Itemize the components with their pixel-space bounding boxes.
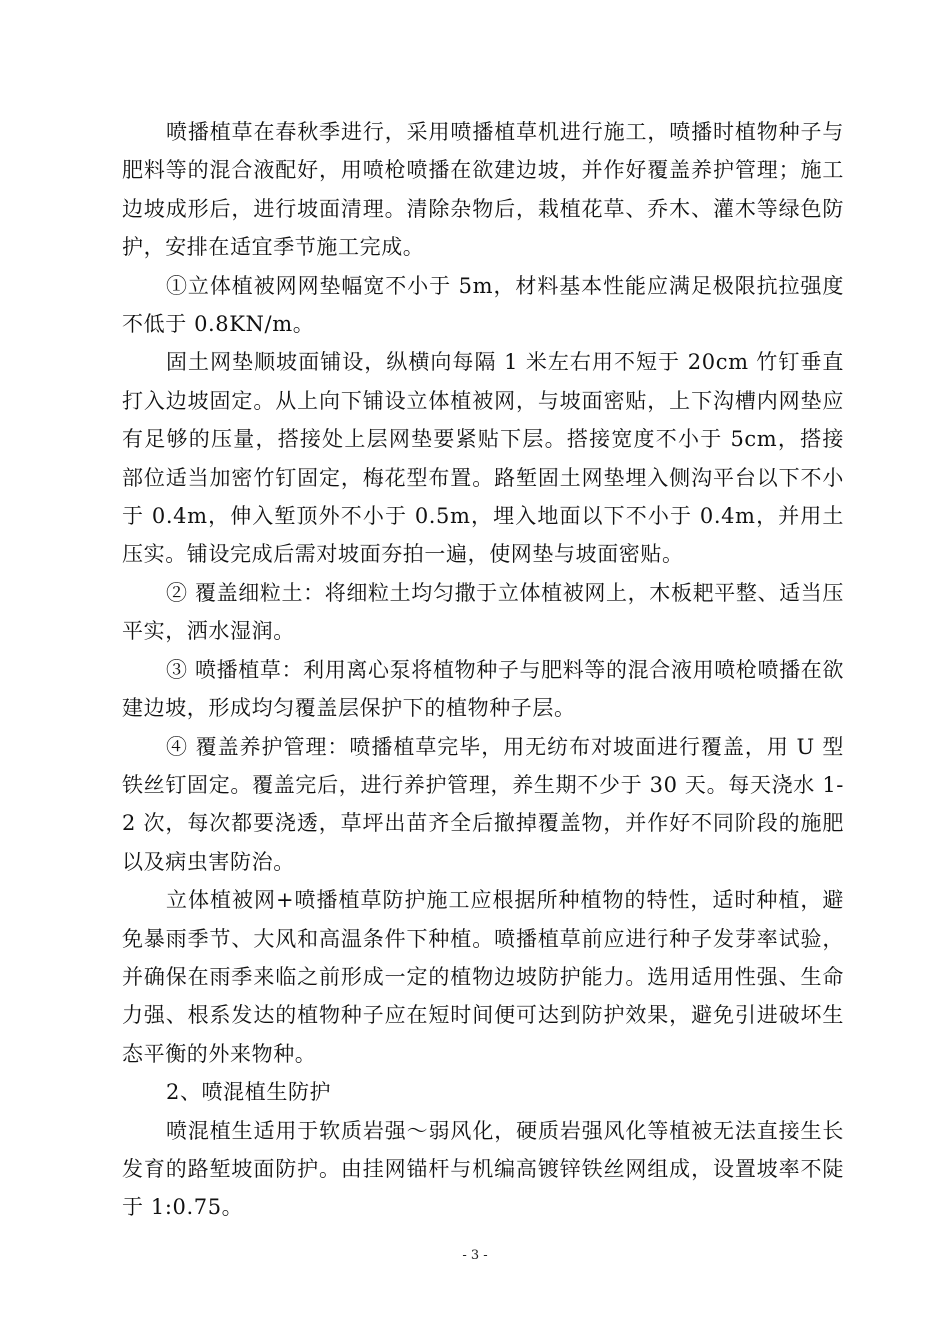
document-body <box>122 113 844 1227</box>
paragraph-construction-notes: 立体植被网+喷播植草防护施工应根据所种植物的特性，适时种植，避免暴雨季节、大风和高温条件下种植。喷播植草前应进行种子发芽率试验，并确保在雨季来临之前形成一定的植物边坡防护能力。选用适用性强、生命力强、根系发达的植物种子应在短时间便可达到防护效果，避免引进破坏生态平衡的外来物种。 <box>122 888 844 1066</box>
section-heading: 2、喷混植生防护 <box>166 1080 332 1105</box>
paragraph-step-4-maintenance: ④ 覆盖养护管理：喷播植草完毕，用无纺布对坡面进行覆盖，用 U 型铁丝钉固定。覆盖完后，进行养护管理，养生期不少于 30 天。每天浇水 1-2 次，每次都要浇透，草坪出苗齐全后撤掉覆盖物，并作好不同阶段的施肥以及病虫害防治。 <box>122 734 844 874</box>
paragraph-hydroseeding-intro: 喷播植草在春秋季进行，采用喷播植草机进行施工，喷播时植物种子与肥料等的混合液配好，用喷枪喷播在欲建边坡，并作好覆盖养护管理；施工边坡成形后，进行坡面清理。清除杂物后，栽植花草、乔木、灌木等绿色防护，安排在适宜季节施工完成。 <box>122 120 844 260</box>
paragraph-step-2-fine-soil: ② 覆盖细粒土：将细粒土均匀撒于立体植被网上，木板耙平整、适当压平实，洒水湿润。 <box>122 580 844 644</box>
paragraph-step-3-hydroseeding: ③ 喷播植草：利用离心泵将植物种子与肥料等的混合液用喷枪喷播在欲建边坡，形成均匀覆盖层保护下的植物种子层。 <box>122 657 844 721</box>
paragraph-step-1-net-width: ①立体植被网网垫幅宽不小于 5m，材料基本性能应满足极限抗拉强度不低于 0.8KN/m。 <box>122 273 844 337</box>
paragraph-spray-mix-intro: 喷混植生适用于软质岩强～弱风化，硬质岩强风化等植被无法直接生长发育的路堑坡面防护。由挂网锚杆与机编高镀锌铁丝网组成，设置坡率不陡于 1:0.75。 <box>122 1118 844 1220</box>
page-number: - 3 - <box>462 1248 488 1263</box>
paragraph-net-laying: 固土网垫顺坡面铺设，纵横向每隔 1 米左右用不短于 20cm 竹钉垂直打入边坡固定。从上向下铺设立体植被网，与坡面密贴，上下沟槽内网垫应有足够的压量，搭接处上层网垫要紧贴下层。搭接宽度不小于 5cm，搭接部位适当加密竹钉固定，梅花型布置。路堑固土网垫埋入侧沟平台以下不小于 0.4m，伸入堑顶外不小于 0.5m，埋入地面以下不小于 0.4m，并用土压实。铺设完成后需对坡面夯拍一遍，使网垫与坡面密贴。 <box>122 350 844 567</box>
